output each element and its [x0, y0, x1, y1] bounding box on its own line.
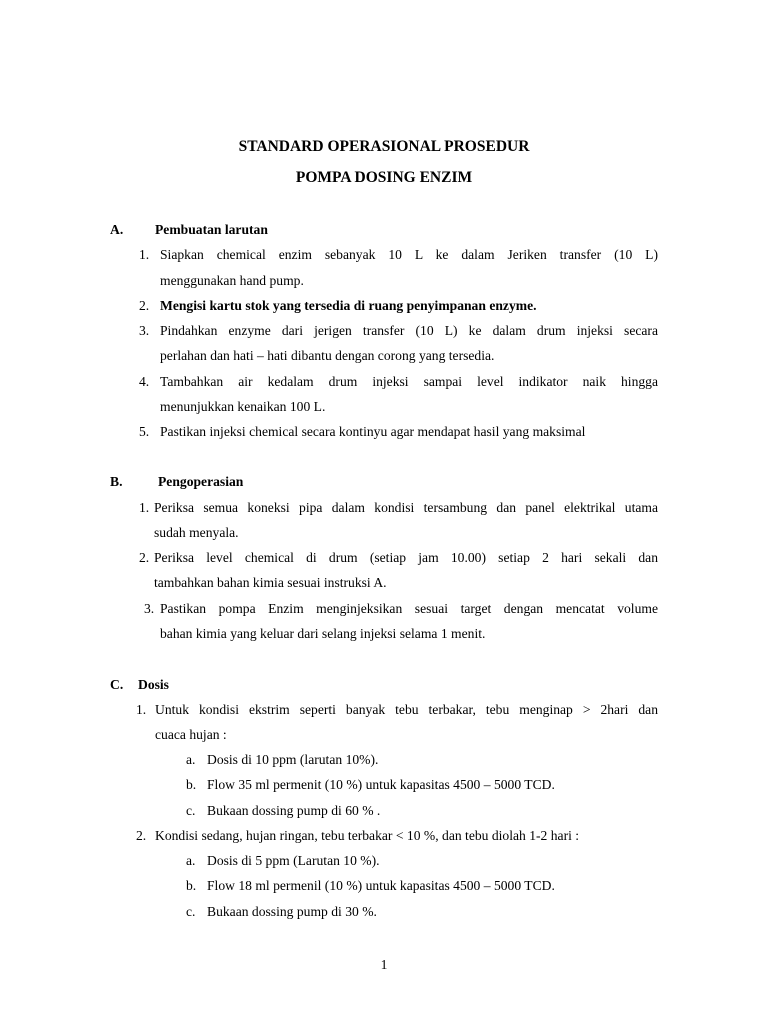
list-item-number: 1.: [139, 500, 150, 515]
section-c-heading: Dosis: [138, 677, 169, 692]
list-item-text: Untuk kondisi ekstrim seperti banyak tebu terbakar, tebu menginap > 2hari dan: [155, 702, 658, 717]
sub-item-letter: c.: [186, 904, 196, 919]
list-item-number: 2.: [136, 828, 147, 843]
list-item-number: 3.: [144, 601, 155, 616]
list-item-text: Pindahkan enzyme dari jerigen transfer (10 L) ke dalam drum injeksi secara: [160, 323, 658, 338]
list-item-text-continued: tambahkan bahan kimia sesuai instruksi A.: [154, 575, 387, 590]
list-item-text: Pastikan pompa Enzim menginjeksikan sesuai target dengan mencatat volume: [160, 601, 658, 616]
sub-item-text: Flow 18 ml permenil (10 %) untuk kapasitas 4500 – 5000 TCD.: [207, 878, 555, 893]
list-item-number: 2.: [139, 550, 150, 565]
list-item-text-continued: menunjukkan kenaikan 100 L.: [160, 399, 326, 414]
list-item-text: Mengisi kartu stok yang tersedia di ruang penyimpanan enzyme.: [160, 298, 537, 313]
list-item-text-continued: sudah menyala.: [154, 525, 239, 540]
sub-item-text: Bukaan dossing pump di 60 % .: [207, 803, 381, 818]
list-item-text: Pastikan injeksi chemical secara kontinyu agar mendapat hasil yang maksimal: [160, 424, 586, 439]
list-item-text-continued: menggunakan hand pump.: [160, 273, 304, 288]
list-item-number: 5.: [139, 424, 150, 439]
list-item-text: Periksa semua koneksi pipa dalam kondisi tersambung dan panel elektrikal utama: [154, 500, 658, 515]
document-title: STANDARD OPERASIONAL PROSEDUR: [238, 138, 530, 155]
section-c-letter: C.: [110, 677, 124, 692]
list-item-text-continued: bahan kimia yang keluar dari selang injeksi selama 1 menit.: [160, 626, 486, 641]
sub-item-text: Dosis di 5 ppm (Larutan 10 %).: [207, 853, 380, 868]
list-item-text: Siapkan chemical enzim sebanyak 10 L ke dalam Jeriken transfer (10 L): [160, 247, 658, 262]
list-item-text-continued: perlahan dan hati – hati dibantu dengan corong yang tersedia.: [160, 348, 495, 363]
document-subtitle: POMPA DOSING ENZIM: [295, 169, 473, 186]
sub-item-letter: a.: [186, 853, 196, 868]
list-item-text: Kondisi sedang, hujan ringan, tebu terbakar < 10 %, dan tebu diolah 1-2 hari :: [155, 828, 580, 843]
sub-item-text: Flow 35 ml permenit (10 %) untuk kapasitas 4500 – 5000 TCD.: [207, 777, 555, 792]
list-item-number: 3.: [139, 323, 150, 338]
list-item-text: Tambahkan air kedalam drum injeksi sampai level indikator naik hingga: [160, 374, 658, 389]
sub-item-letter: b.: [186, 777, 197, 792]
sub-item-letter: a.: [186, 752, 196, 767]
section-b-heading: Pengoperasian: [158, 474, 244, 489]
section-a-heading: Pembuatan larutan: [155, 222, 268, 237]
page-number: 1: [380, 957, 388, 972]
list-item-number: 1.: [136, 702, 147, 717]
sub-item-text: Dosis di 10 ppm (larutan 10%).: [207, 752, 379, 767]
list-item-number: 2.: [139, 298, 150, 313]
section-b-letter: B.: [110, 474, 123, 489]
sub-item-letter: b.: [186, 878, 197, 893]
sub-item-letter: c.: [186, 803, 196, 818]
section-a-letter: A.: [110, 222, 124, 237]
list-item-number: 1.: [139, 247, 150, 262]
sub-item-text: Bukaan dossing pump di 30 %.: [207, 904, 377, 919]
list-item-text-continued: cuaca hujan :: [155, 727, 227, 742]
list-item-number: 4.: [139, 374, 150, 389]
list-item-text: Periksa level chemical di drum (setiap jam 10.00) setiap 2 hari sekali dan: [154, 550, 658, 565]
